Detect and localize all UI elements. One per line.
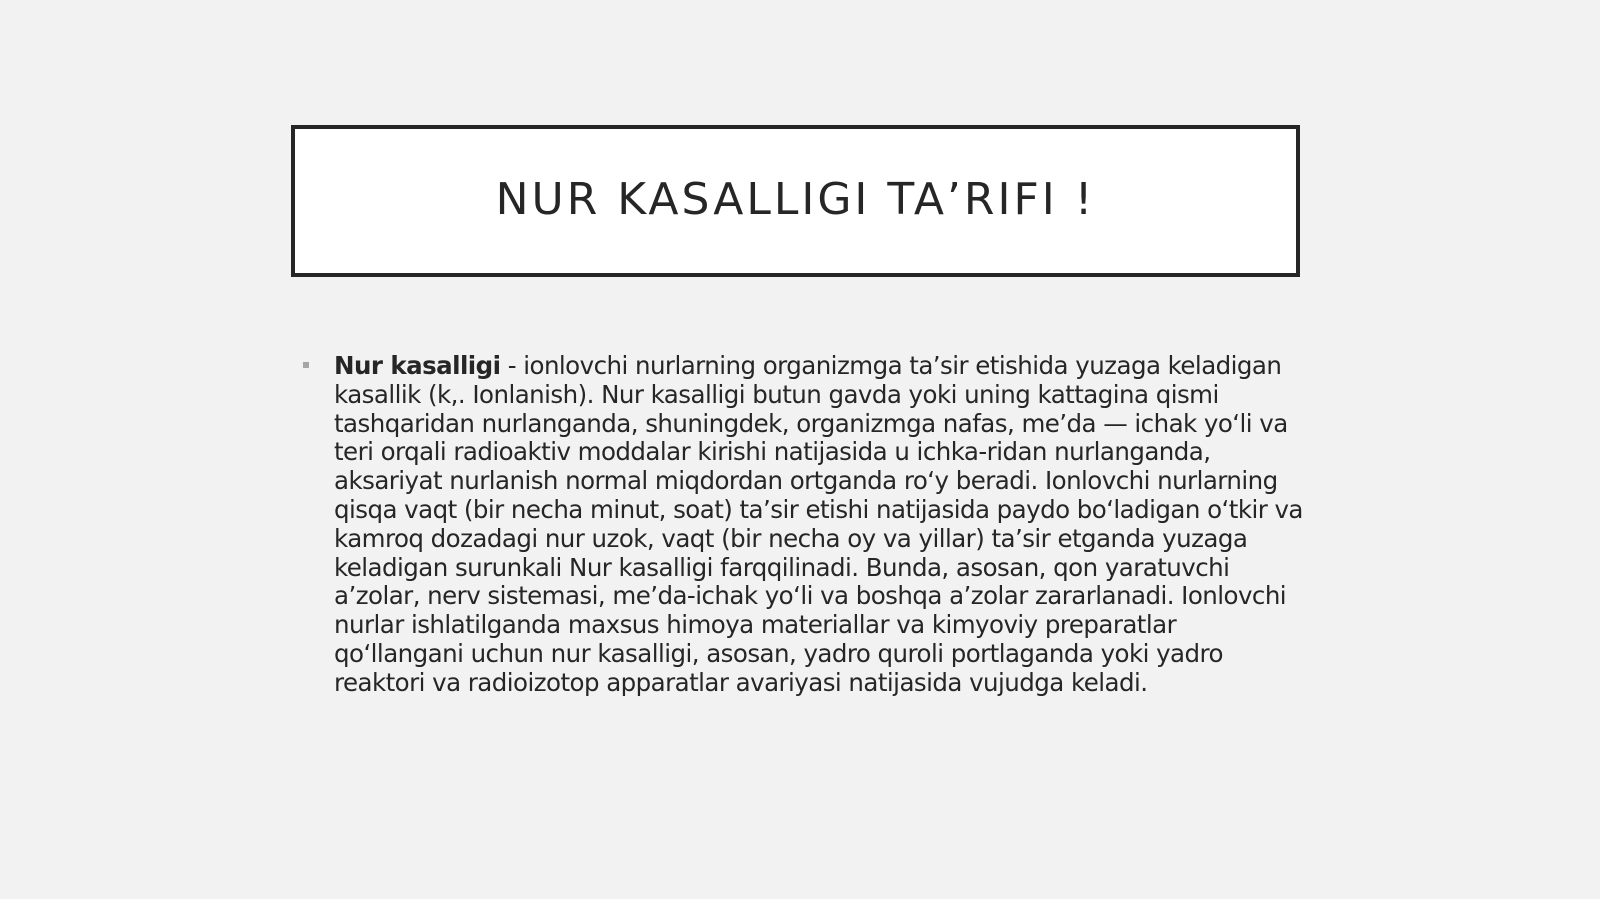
bullet-term: Nur kasalligi [334,351,501,380]
slide-title: NUR KASALLIGI TA’RIFI ! [495,173,1096,225]
bullet-text [334,352,1303,698]
bullet-square-icon [303,362,309,368]
title-box [291,125,1300,277]
bullet-body: - ionlovchi nurlarning organizmga ta’sir etishida yuzaga keladigan kasallik (k,. Ionlanish). Nur kasalligi butun gavda yoki uning kattagina qismi tashqaridan nurlanganda, shuningdek, organizmga nafas, me’da — ichak yo‘li va teri orqali radioaktiv moddalar kirishi natijasida u ichka-ridan nurlanganda, aksariyat nurlanish normal miqdordan ortganda ro‘y beradi. Ionlovchi nurlarning qisqa vaqt (bir necha minut, soat) ta’sir etishi natijasida paydo bo‘ladigan o‘tkir va kamroq dozadagi nur uzok, vaqt (bir necha oy va yillar) ta’sir etganda yuzaga keladigan surunkali Nur kasalligi farqqilinadi. Bunda, asosan, qon yaratuvchi a’zolar, nerv sistemasi, me’da-ichak yo‘li va boshqa a’zolar zararlanadi. Ionlovchi nurlar ishlatilganda maxsus himoya materiallar va kimyoviy preparatlar qo‘llangani uchun nur kasalligi, asosan, yadro quroli portlaganda yoki yadro reaktori va radioizotop apparatlar avariyasi natijasida vujudga keladi. [334,351,1303,697]
bullet-item [303,352,1303,698]
slide-content [303,352,1303,698]
